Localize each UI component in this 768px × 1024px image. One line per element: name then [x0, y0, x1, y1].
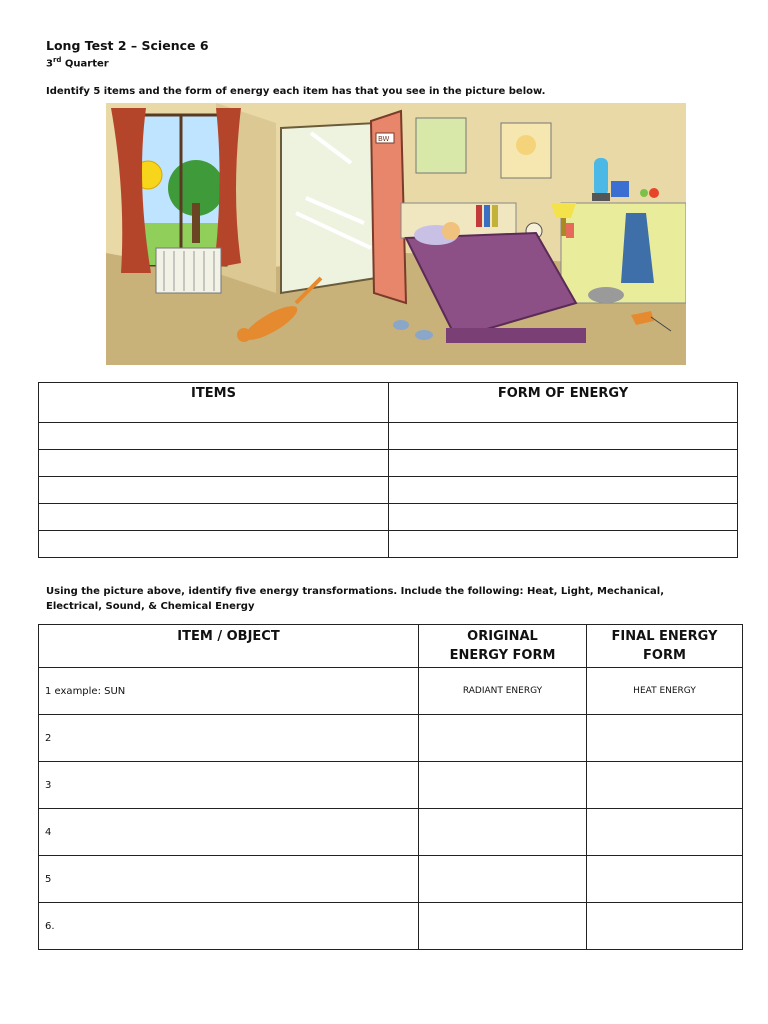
table-row: [39, 762, 743, 809]
item-object-cell[interactable]: 5: [39, 856, 419, 903]
door-sign-text: BW: [378, 135, 390, 143]
quarter-word: Quarter: [64, 58, 109, 70]
item-cell[interactable]: [39, 423, 389, 450]
item-object-cell: 1 example: SUN: [39, 668, 419, 715]
energy-form-cell[interactable]: [389, 477, 738, 504]
table-row: [39, 477, 738, 504]
column-header-original-energy-form: [419, 625, 587, 668]
final-energy-cell[interactable]: [587, 809, 743, 856]
bedroom-illustration: [106, 103, 686, 365]
header-line: ENERGY FORM: [449, 648, 556, 663]
table-row: [39, 504, 738, 531]
final-energy-cell: HEAT ENERGY: [587, 668, 743, 715]
item-cell[interactable]: [39, 504, 389, 531]
energy-form-cell[interactable]: [389, 504, 738, 531]
column-header-items: ITEMS: [39, 383, 389, 423]
column-header-item-object: [39, 625, 419, 668]
table-row: [39, 903, 743, 950]
table-header-row: [39, 383, 738, 423]
original-energy-cell: RADIANT ENERGY: [419, 668, 587, 715]
original-energy-cell[interactable]: [419, 856, 587, 903]
column-header-form-of-energy: FORM OF ENERGY: [389, 383, 738, 423]
item-cell[interactable]: [39, 477, 389, 504]
original-energy-cell[interactable]: [419, 762, 587, 809]
lava-lamp-icon: [592, 158, 610, 201]
quarter-ordinal-suffix: rd: [52, 56, 62, 64]
items-energy-table: [38, 382, 738, 558]
quarter-label: [46, 56, 109, 69]
item-object-cell[interactable]: 2: [39, 715, 419, 762]
table-row: [39, 856, 743, 903]
energy-form-cell[interactable]: [389, 531, 738, 558]
table-row: [39, 531, 738, 558]
original-energy-cell[interactable]: [419, 715, 587, 762]
final-energy-cell[interactable]: [587, 762, 743, 809]
table-row: [39, 450, 738, 477]
item-object-cell[interactable]: 3: [39, 762, 419, 809]
header-line: FORM: [643, 648, 686, 663]
energy-form-cell[interactable]: [389, 423, 738, 450]
table-row: [39, 715, 743, 762]
item-cell[interactable]: [39, 450, 389, 477]
original-energy-cell[interactable]: [419, 903, 587, 950]
energy-transformation-table: [38, 624, 743, 950]
item-object-cell[interactable]: 6.: [39, 903, 419, 950]
instruction-energy-transformations: Using the picture above, identify five energy transformations. Include the following: Heat, Light, Mechanical, Electrical, Sound, & Chemical Energy: [46, 586, 665, 612]
instruction-identify-items: Identify 5 items and the form of energy each item has that you see in the picture below.: [46, 86, 546, 97]
energy-form-cell[interactable]: [389, 450, 738, 477]
header-line: FINAL ENERGY: [611, 629, 718, 644]
final-energy-cell[interactable]: [587, 715, 743, 762]
page-title: Long Test 2 – Science 6: [46, 38, 209, 53]
item-object-cell[interactable]: 4: [39, 809, 419, 856]
radiator-icon: [156, 248, 221, 293]
header-line: ITEM / OBJECT: [177, 629, 280, 644]
original-energy-cell[interactable]: [419, 809, 587, 856]
table-row: [39, 809, 743, 856]
table-header-row: [39, 625, 743, 668]
item-cell[interactable]: [39, 531, 389, 558]
final-energy-cell[interactable]: [587, 856, 743, 903]
final-energy-cell[interactable]: [587, 903, 743, 950]
table-row: [39, 423, 738, 450]
table-row: [39, 668, 743, 715]
quarter-number: 3: [46, 58, 53, 70]
header-line: ORIGINAL: [467, 629, 538, 644]
column-header-final-energy-form: [587, 625, 743, 668]
